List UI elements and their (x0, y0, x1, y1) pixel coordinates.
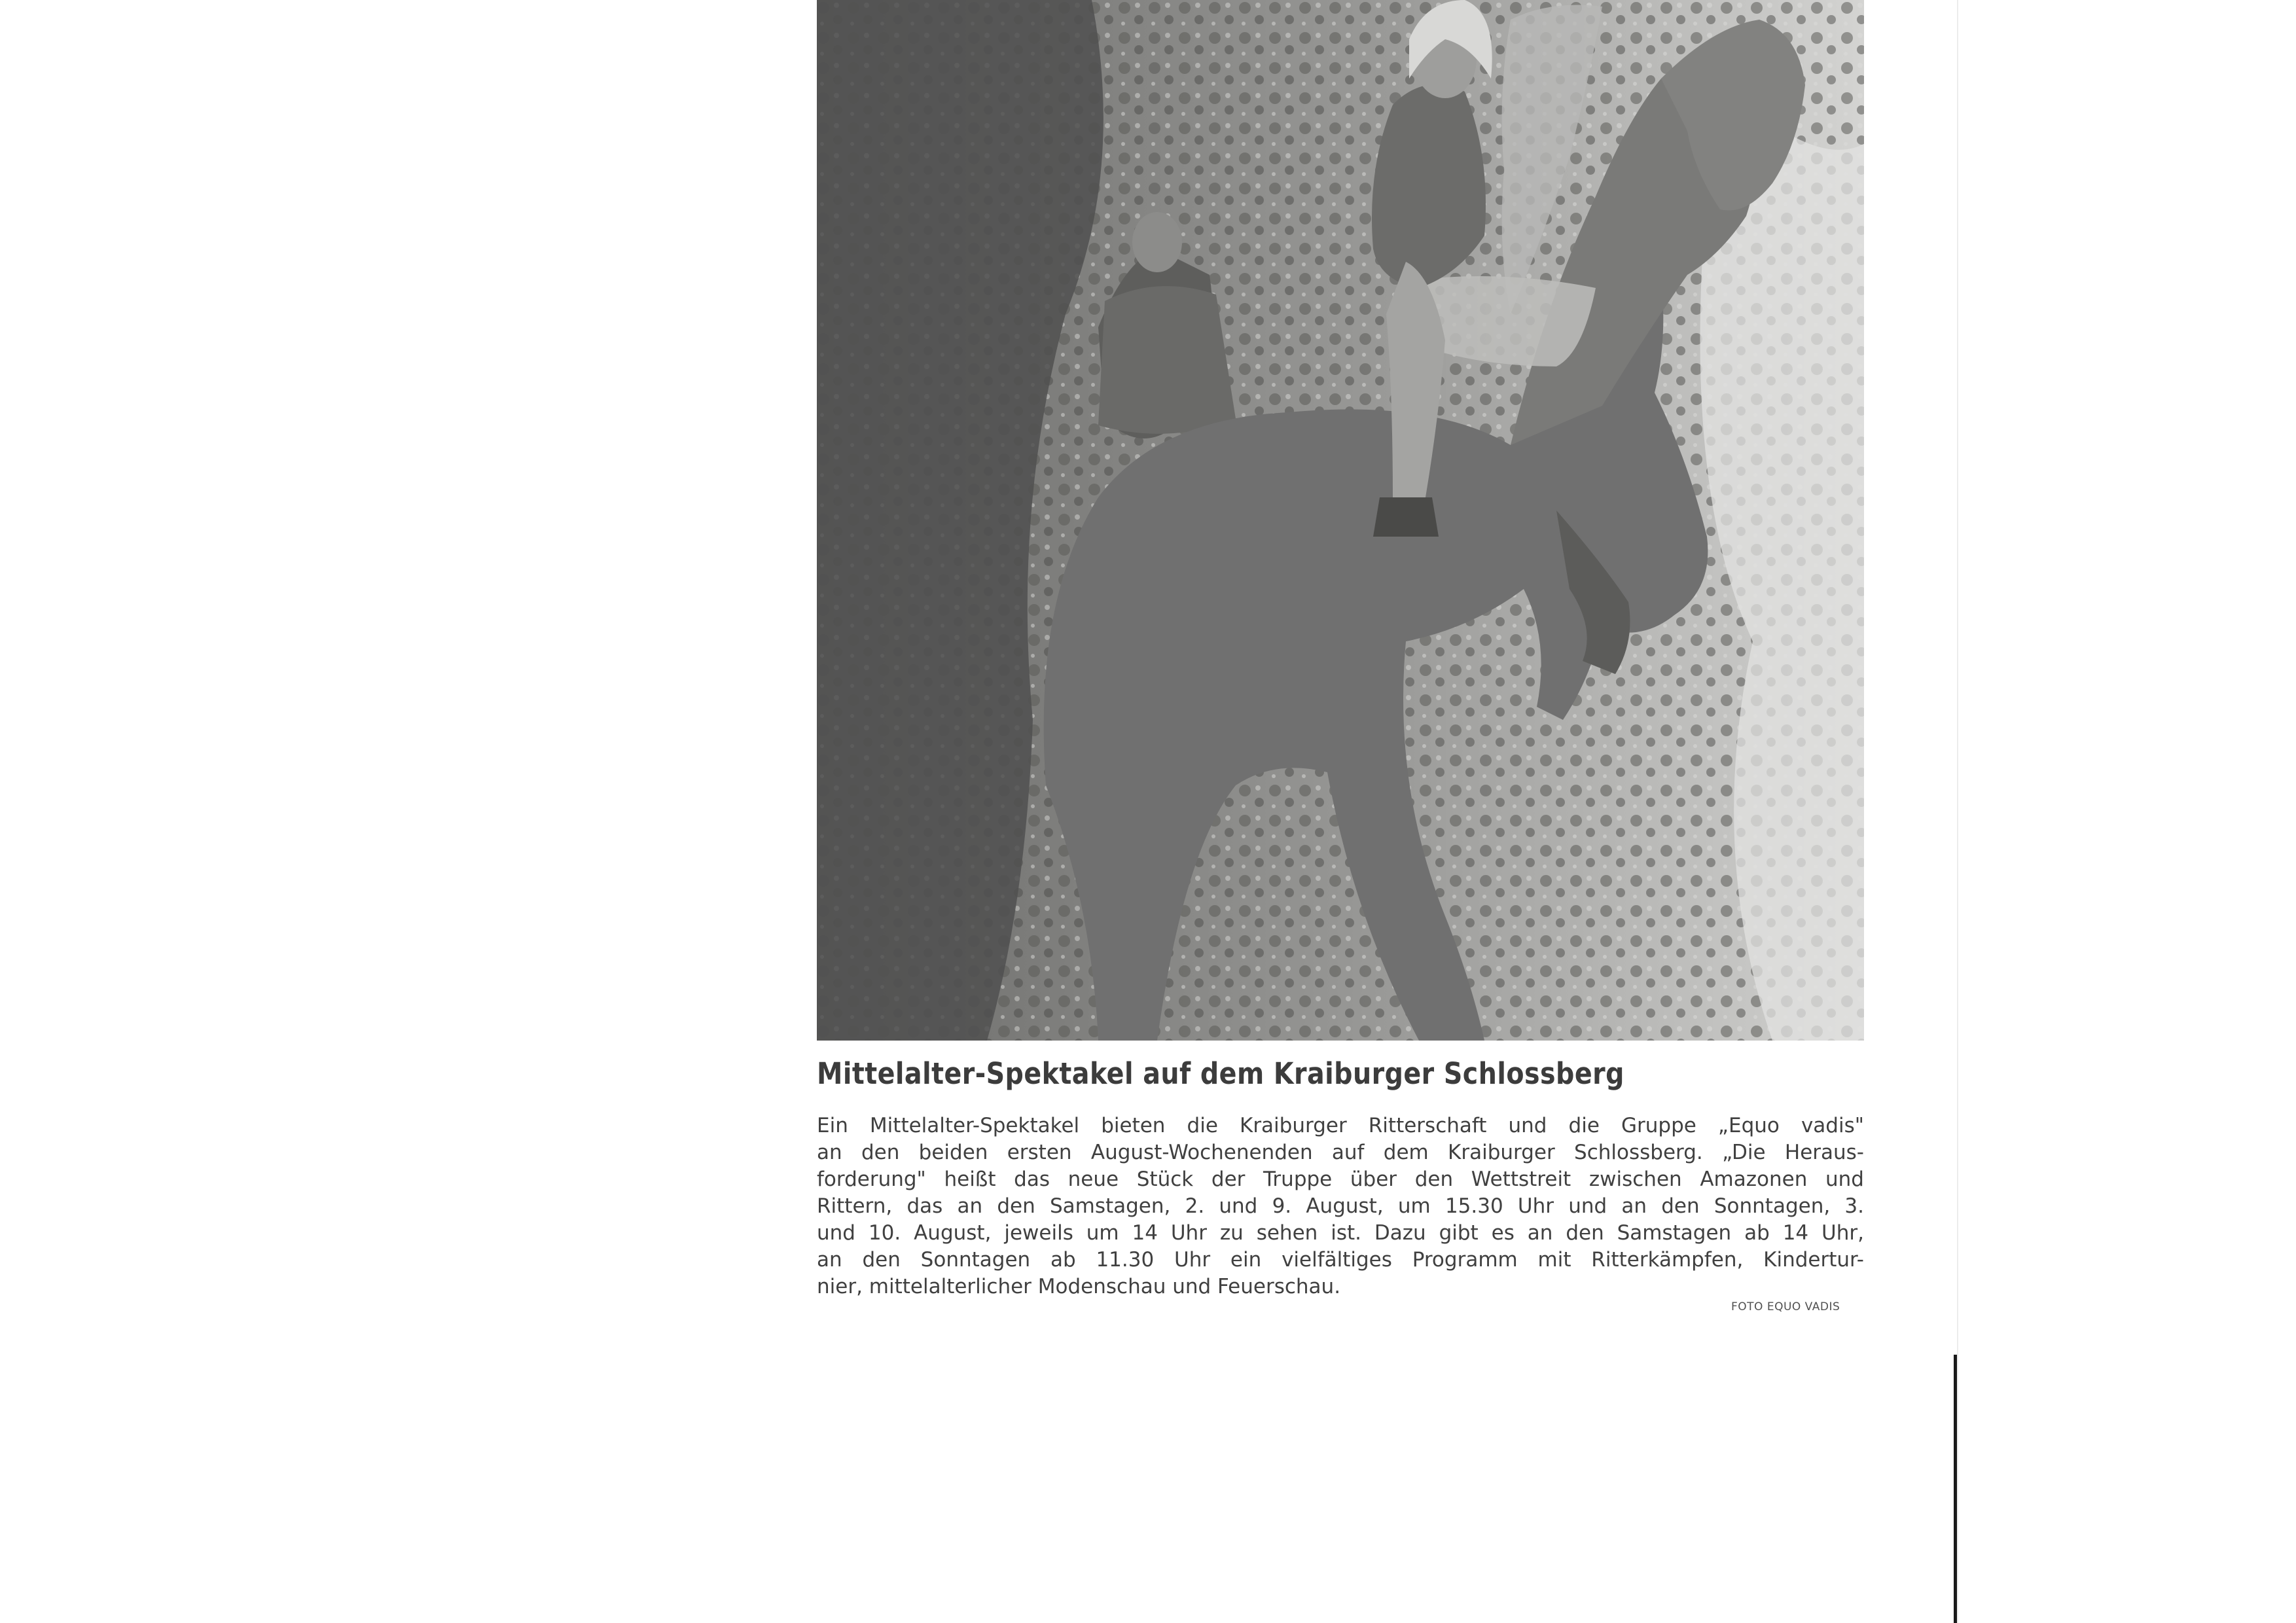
article-body-line: an den Sonntagen ab 11.30 Uhr ein vielfältiges Programm mit Ritterkämpfen, Kindertur- (817, 1248, 1864, 1272)
newspaper-clipping (812, 0, 1872, 1329)
scan-edge-mark (1954, 1355, 1957, 1623)
companion-head (1132, 212, 1182, 272)
photo-credit: FOTO EQUO VADIS (1731, 1300, 1840, 1313)
article-body (817, 1113, 1864, 1300)
article-body-line: Rittern, das an den Samstagen, 2. und 9. August, um 15.30 Uhr und an den Sonntagen, 3. (817, 1194, 1864, 1218)
companion-tunic (1098, 286, 1236, 434)
article-body-line: Ein Mittelalter-Spektakel bieten die Kraiburger Ritterschaft und die Gruppe „Equo vadis" (817, 1114, 1864, 1137)
article-photo (817, 0, 1864, 1041)
article-body-line: forderung" heißt das neue Stück der Truppe über den Wettstreit zwischen Amazonen und (817, 1168, 1864, 1191)
scan-border-line (1957, 0, 1958, 1623)
article-body-line: nier, mittelalterlicher Modenschau und Feuerschau. (817, 1275, 1341, 1298)
article-body-line: an den beiden ersten August-Wochenenden auf dem Kraiburger Schlossberg. „Die Heraus- (817, 1141, 1864, 1164)
rider-boot (1373, 497, 1439, 537)
article-body-line: und 10. August, jeweils um 14 Uhr zu sehen ist. Dazu gibt es an den Samstagen ab 14 Uhr, (817, 1221, 1864, 1245)
article-headline: Mittelalter-Spektakel auf dem Kraiburger Schlossberg (817, 1056, 1624, 1091)
